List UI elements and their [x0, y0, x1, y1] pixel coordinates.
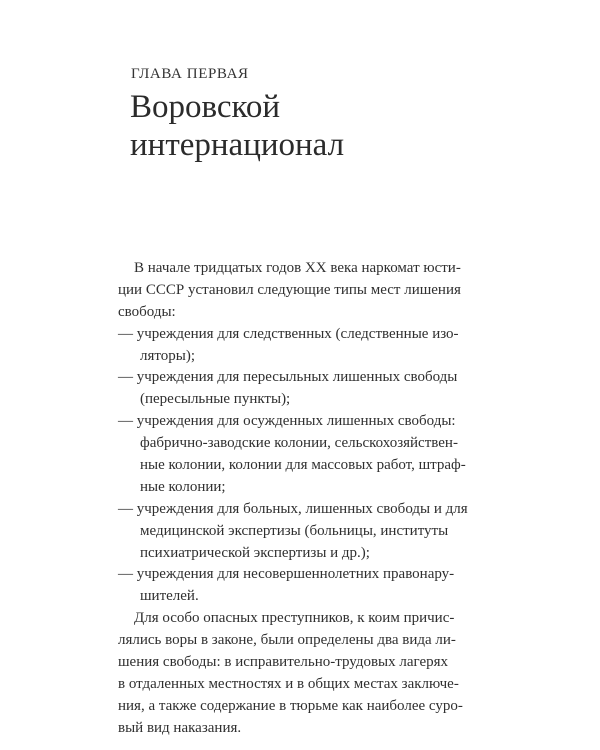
- chapter-body-text: [118, 258, 490, 740]
- chapter-title: [130, 88, 344, 164]
- body-line: — учреждения для следственных (следственные изо-: [118, 325, 459, 342]
- chapter-label: ГЛАВА ПЕРВАЯ: [131, 66, 249, 82]
- chapter-title-line: Воровской: [130, 89, 281, 125]
- body-line: ные колонии;: [140, 478, 226, 495]
- body-line: ляторы);: [140, 347, 195, 364]
- body-line: психиатрической экспертизы и др.);: [140, 544, 370, 561]
- body-line: лялись воры в законе, были определены два вида ли-: [118, 632, 456, 649]
- body-line: вый вид наказания.: [118, 719, 242, 736]
- body-line: — учреждения для пересыльных лишенных свободы: [118, 369, 458, 386]
- body-line: — учреждения для больных, лишенных свободы и для: [118, 500, 468, 517]
- body-line: (пересыльные пункты);: [140, 391, 291, 408]
- body-line: ные колонии, колонии для массовых работ, штраф-: [140, 457, 466, 474]
- body-line: Для особо опасных преступников, к коим причис-: [134, 610, 455, 627]
- body-line: В начале тридцатых годов XX века наркомат юсти-: [134, 260, 461, 276]
- body-line: фабрично-заводские колонии, сельскохозяйствен-: [140, 435, 458, 452]
- body-line: шителей.: [140, 588, 199, 605]
- body-line: — учреждения для осужденных лишенных свободы:: [118, 413, 456, 430]
- body-line: свободы:: [118, 303, 176, 320]
- body-line: шения свободы: в исправительно-трудовых лагерях: [118, 654, 449, 671]
- body-line: медицинской экспертизы (больницы, институты: [140, 522, 449, 539]
- body-line: ции СССР установил следующие типы мест лишения: [118, 281, 461, 298]
- body-line: — учреждения для несовершеннолетних правонару-: [118, 566, 455, 583]
- chapter-title-line: интернационал: [130, 127, 345, 163]
- body-line: в отдаленных местностях и в общих местах заключе-: [118, 675, 459, 692]
- body-line: ния, а также содержание в тюрьме как наиболее суро-: [118, 697, 463, 714]
